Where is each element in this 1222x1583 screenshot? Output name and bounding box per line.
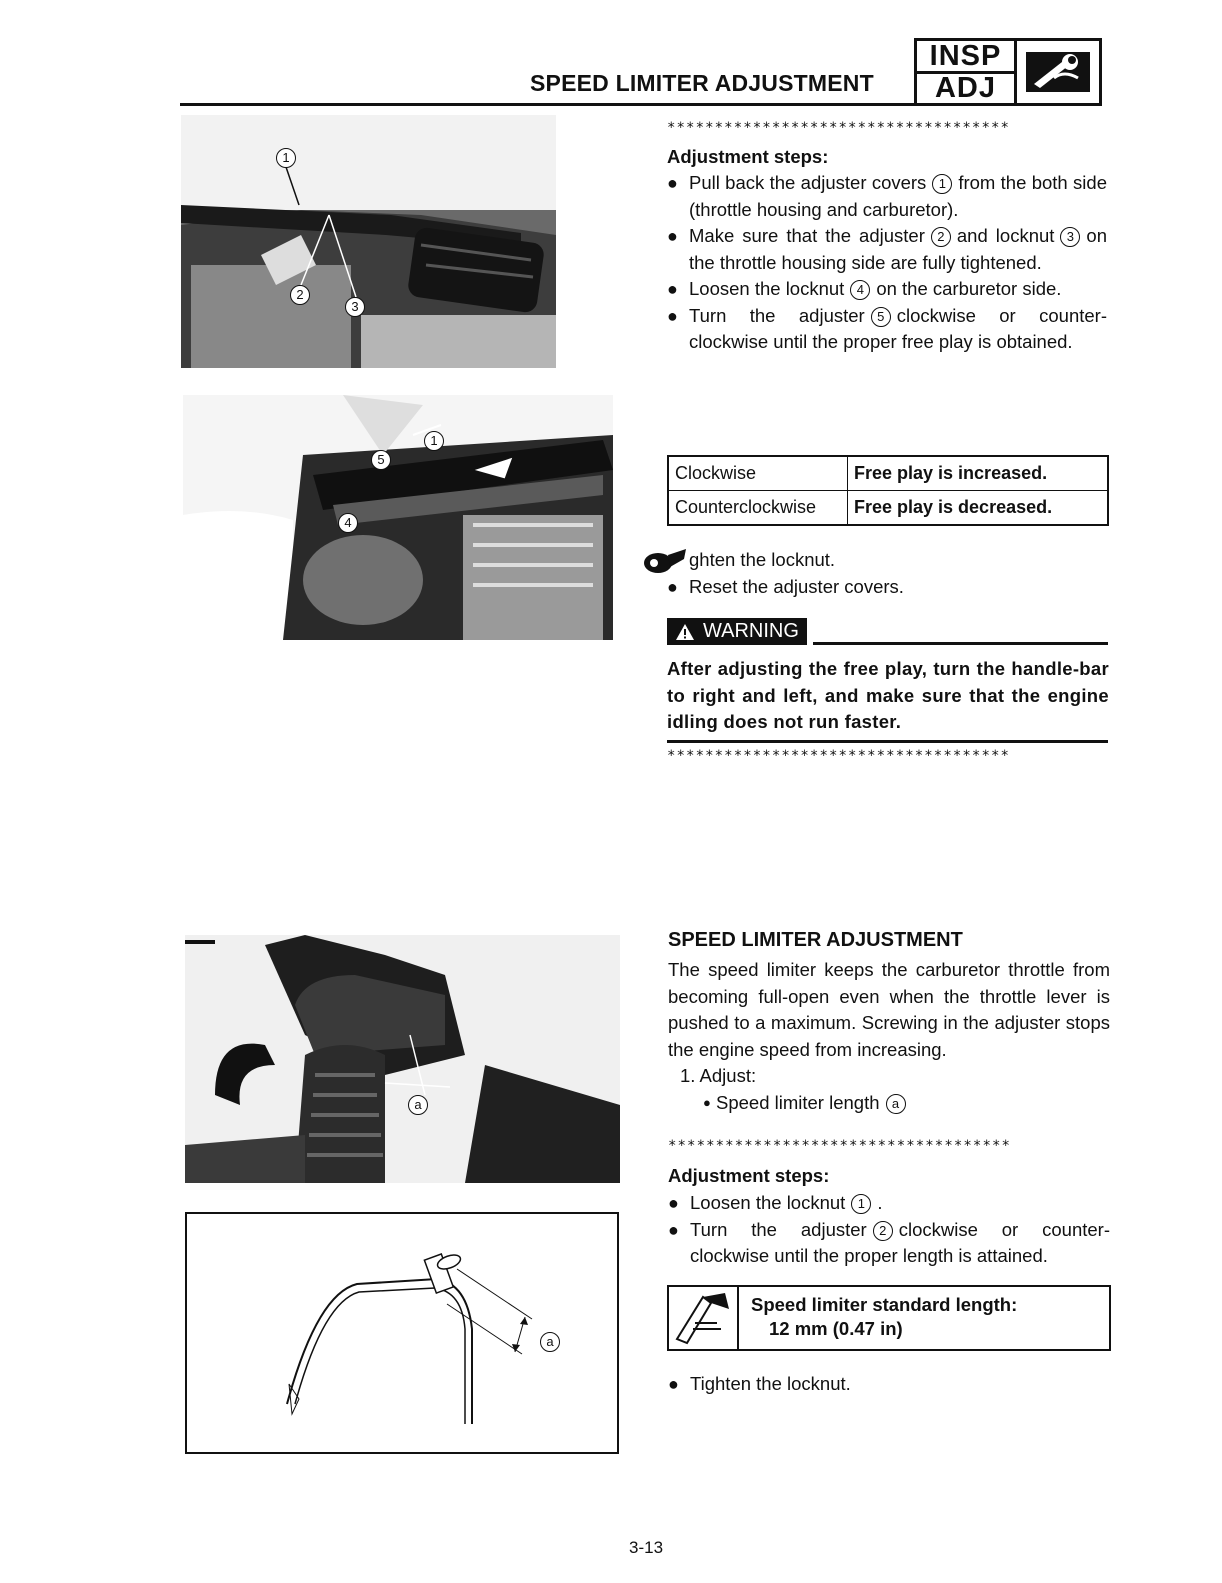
adjustment-steps-list — [667, 170, 1107, 356]
warning-icon — [675, 623, 695, 641]
measure-icon — [669, 1287, 739, 1349]
tighten-step: ghten the locknut. — [689, 549, 836, 570]
list-item: ● Turn the adjuster 2 clockwise or counter-clockwise until the proper length is attained. — [668, 1217, 1110, 1270]
table-cell: Clockwise — [668, 456, 848, 491]
section-intro: The speed limiter keeps the carburetor throttle from becoming full-open even when the throttle lever is pushed to a maximum. Screwing in the adjuster stops the engine speed from increasing. — [668, 959, 1110, 1060]
table-cell: Free play is decreased. — [848, 491, 1109, 526]
adjustment-steps-heading-2: Adjustment steps: — [668, 1165, 830, 1186]
section-title: SPEED LIMITER ADJUSTMENT — [668, 929, 963, 951]
warning-rule — [813, 642, 1108, 645]
free-play-table — [667, 455, 1109, 526]
spec-label: Speed limiter standard length: — [751, 1294, 1018, 1315]
warning-text: After adjusting the free play, turn the handle-bar to right and left, and make sure that the engine idling does not run faster. — [667, 658, 1109, 732]
callout-1b: 1 — [424, 431, 444, 451]
list-item: ● Loosen the locknut 4 on the carburetor side. — [667, 276, 1107, 303]
table-cell: Free play is increased. — [848, 456, 1109, 491]
warning-label: WARNING — [703, 620, 799, 642]
callout-5: 5 — [371, 450, 391, 470]
callout-3: 3 — [345, 297, 365, 317]
page-number: 3-13 — [629, 1538, 664, 1557]
step-item: ● Speed limiter length a — [703, 1090, 912, 1117]
callout-2: 2 — [290, 285, 310, 305]
adjustment-steps-list-2 — [668, 1190, 1110, 1270]
reset-step-list — [667, 574, 1107, 601]
callout-1: 1 — [276, 148, 296, 168]
final-step-list — [668, 1371, 1110, 1398]
badge-line2: ADJ — [917, 71, 1014, 103]
table-row — [668, 491, 1108, 526]
list-item: ● Turn the adjuster 5 clockwise or counter-clockwise until the proper free play is obtained. — [667, 303, 1107, 356]
list-item: ● Tighten the locknut. — [668, 1371, 1110, 1398]
spec-value: 12 mm (0.47 in) — [769, 1318, 903, 1339]
list-item: ● Loosen the locknut 1 . — [668, 1190, 1110, 1217]
header-rule — [180, 103, 915, 106]
list-item: ● Pull back the adjuster covers 1 from the both side (throttle housing and carburetor). — [667, 170, 1107, 223]
list-item: ● Reset the adjuster covers. — [667, 574, 1107, 601]
carburetor-photo — [183, 395, 613, 640]
diagram-callout-a: a — [540, 1332, 560, 1352]
callout-4: 4 — [338, 513, 358, 533]
wrench-icon — [1017, 41, 1099, 103]
section-badge — [914, 38, 1102, 106]
adjustment-steps-heading: Adjustment steps: — [667, 146, 829, 167]
warning-bottom-rule — [667, 740, 1108, 743]
stars-divider-section2: ************************************ — [668, 1138, 1012, 1154]
page-title: SPEED LIMITER ADJUSTMENT — [530, 70, 874, 96]
table-cell: Counterclockwise — [668, 491, 848, 526]
throttle-housing-photo — [181, 115, 556, 368]
speed-limiter-diagram — [185, 1212, 619, 1454]
callout-a: a — [408, 1095, 428, 1115]
stars-divider-top: ************************************ — [667, 120, 1011, 136]
badge-line1: INSP — [929, 39, 1002, 72]
speed-limiter-photo — [185, 935, 620, 1183]
stars-divider-bottom: ************************************ — [667, 748, 1011, 764]
warning-badge — [667, 618, 807, 645]
table-row — [668, 456, 1108, 491]
step-label: 1. Adjust: — [680, 1065, 757, 1086]
warning-header — [667, 618, 1108, 645]
list-item: ● Make sure that the adjuster 2 and locknut 3 on the throttle housing side are fully tightened. — [667, 223, 1107, 276]
spec-box — [667, 1285, 1111, 1351]
